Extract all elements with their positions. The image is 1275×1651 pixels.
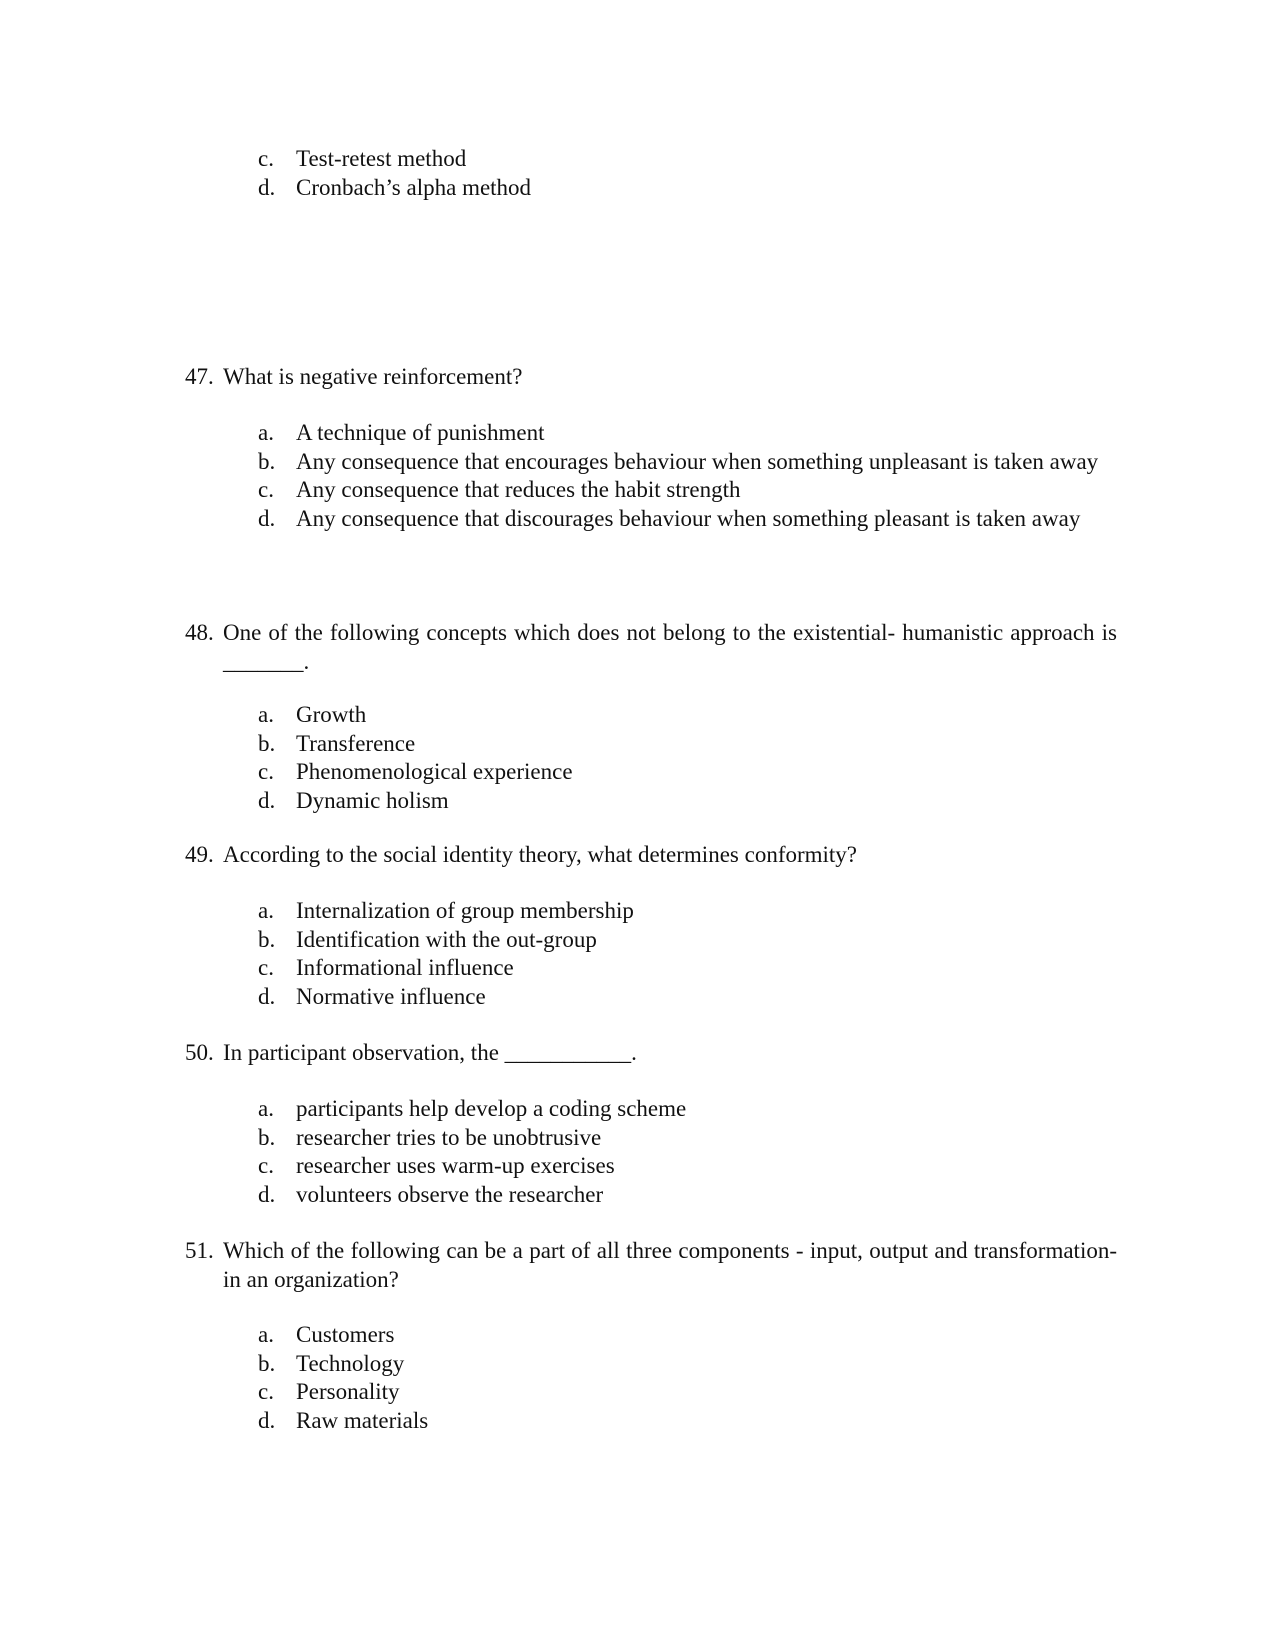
option-text: Phenomenological experience [296,759,573,784]
question-50 [185,1039,1117,1068]
option-letter: d. [258,505,276,531]
option-text: Raw materials [296,1407,429,1433]
question-number: 51. [185,1238,214,1263]
option-text: volunteers observe the researcher [296,1181,604,1207]
option-a [258,897,1118,926]
option-text: Any consequence that discourages behaviour when something pleasant is taken away [296,505,1081,531]
option-text: researcher uses warm-up exercises [296,1153,615,1178]
option-letter: d. [258,983,276,1009]
option-text: Customers [296,1322,395,1347]
option-letter: c. [258,759,274,784]
question-51-options [258,1321,1118,1435]
question-number: 50. [185,1040,214,1065]
option-b [258,1350,1118,1379]
option-text: Technology [296,1350,405,1376]
option-d [258,787,1118,816]
option-letter: a. [258,420,274,445]
question-text: In participant observation, the ___________. [223,1040,637,1065]
option-letter: d. [258,1181,276,1207]
option-letter: a. [258,898,274,923]
option-letter: a. [258,1096,274,1121]
question-text: Which of the following can be a part of all three components - input, output and transformation- in an organization? [223,1238,1117,1292]
option-d [258,983,1118,1012]
option-c [258,1378,1118,1407]
option-letter: c. [258,1379,274,1404]
question-47-options [258,419,1100,533]
option-letter: a. [258,702,274,727]
option-b [258,448,1100,477]
option-letter: b. [258,730,276,756]
question-number: 49. [185,842,214,867]
option-text: Growth [296,702,367,727]
question-48-options [258,701,1118,815]
option-text: Internalization of group membership [296,898,634,923]
option-letter: b. [258,1124,276,1150]
option-d [258,505,1100,534]
option-letter: d. [258,174,276,200]
question-number: 47. [185,364,214,389]
option-b [258,730,1118,759]
option-c [258,476,1100,505]
option-letter: a. [258,1322,274,1347]
option-text: Cronbach’s alpha method [296,174,532,200]
option-letter: c. [258,146,274,171]
option-text: Dynamic holism [296,787,449,813]
option-c [258,758,1118,787]
question-number: 48. [185,620,214,645]
option-c [258,954,1118,983]
option-a [258,1095,1118,1124]
option-text: Informational influence [296,955,514,980]
option-letter: c. [258,955,274,980]
option-letter: d. [258,787,276,813]
option-text: Transference [296,730,416,756]
question-50-options [258,1095,1118,1209]
option-text: A technique of punishment [296,420,545,445]
option-c [258,145,1118,174]
option-d [258,1181,1118,1210]
option-d [258,1407,1118,1436]
option-text: participants help develop a coding scheme [296,1096,687,1121]
question-text: What is negative reinforcement? [223,364,523,389]
option-a [258,701,1118,730]
question-text: According to the social identity theory, what determines conformity? [223,842,858,867]
option-a [258,1321,1118,1350]
question-text: One of the following concepts which does not belong to the existential- humanistic approach is _______. [223,620,1117,674]
option-b [258,1124,1118,1153]
option-letter: d. [258,1407,276,1433]
option-text: Any consequence that reduces the habit strength [296,477,741,502]
option-c [258,1152,1118,1181]
option-text: Identification with the out-group [296,926,597,952]
option-letter: b. [258,448,276,474]
question-49 [185,841,1117,870]
question-48 [185,619,1117,676]
option-b [258,926,1118,955]
option-text: researcher tries to be unobtrusive [296,1124,602,1150]
option-letter: b. [258,1350,276,1376]
option-text: Any consequence that encourages behaviour when something unpleasant is taken away [296,448,1099,474]
option-text: Personality [296,1379,400,1404]
prev-question-options [258,145,1118,202]
option-text: Test-retest method [296,146,467,171]
option-letter: c. [258,477,274,502]
question-49-options [258,897,1118,1011]
question-51 [185,1237,1117,1294]
option-letter: b. [258,926,276,952]
option-text: Normative influence [296,983,486,1009]
option-letter: c. [258,1153,274,1178]
question-47 [185,363,1117,392]
option-a [258,419,1100,448]
option-d [258,174,1118,203]
